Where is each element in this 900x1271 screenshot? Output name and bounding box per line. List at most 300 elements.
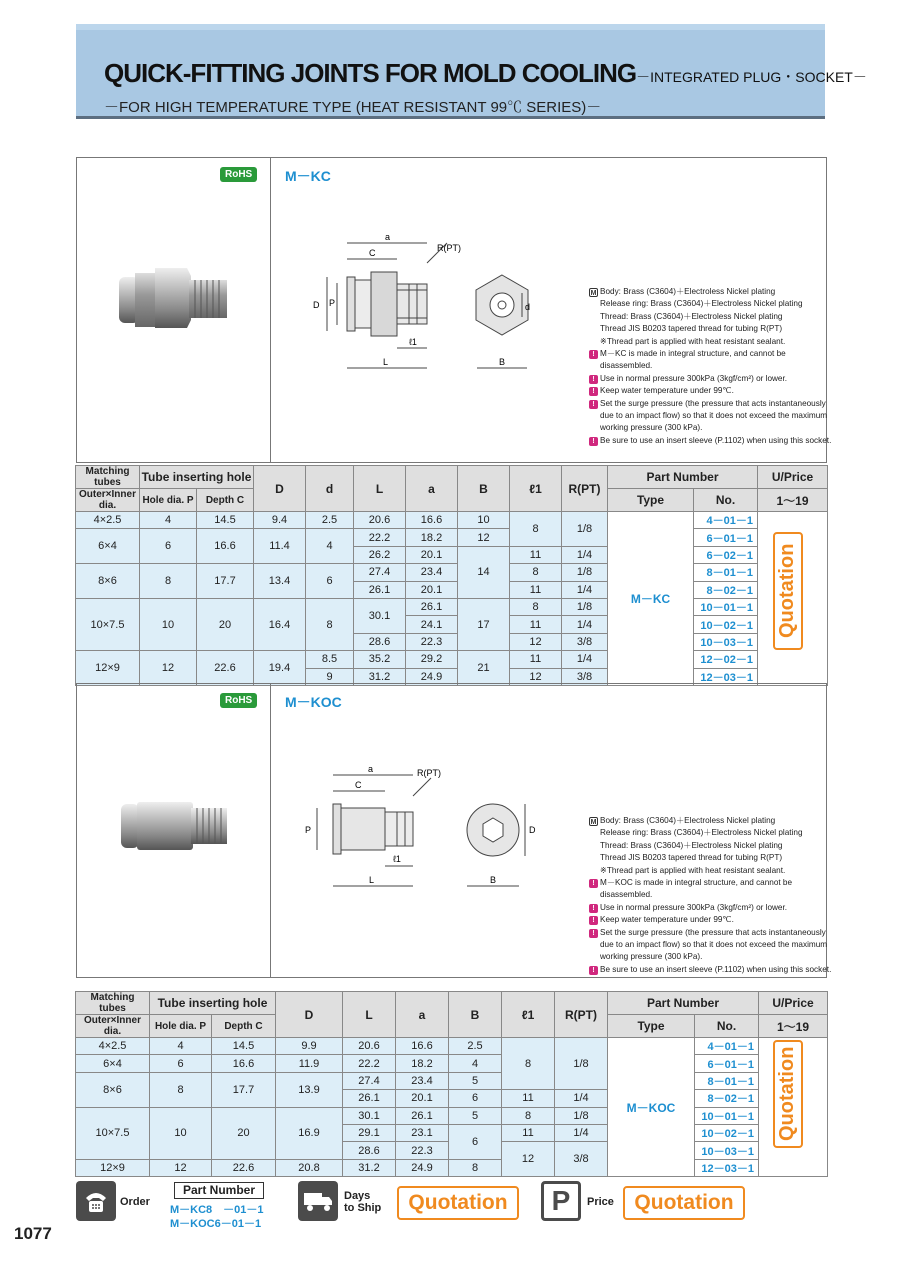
th-tube-hole: Tube inserting hole: [150, 992, 276, 1015]
koc-product-image: [77, 684, 271, 977]
spec-line: [589, 422, 824, 434]
warning-icon: !: [589, 904, 598, 913]
cell: 26.1: [343, 1090, 396, 1107]
th-a: a: [396, 992, 449, 1038]
cell: 1/4: [555, 1124, 608, 1141]
cell: 11.4: [254, 529, 306, 564]
order-label: Order: [120, 1196, 150, 1208]
cell: 8: [306, 598, 354, 650]
order-part-number-label: Part Number: [182, 1183, 256, 1197]
material-icon: M: [590, 819, 597, 826]
cell: 17.7: [197, 564, 254, 599]
cell: 20.6: [343, 1038, 396, 1055]
cell: 3/8: [562, 668, 608, 685]
cell: 13.4: [254, 564, 306, 599]
th-R: R(PT): [555, 992, 608, 1038]
cell: 12: [140, 651, 197, 686]
cell: 13.9: [276, 1072, 343, 1107]
cell: 11: [510, 651, 562, 668]
spec-text: M－KOC is made in integral structure, and cannot be: [600, 878, 793, 888]
cell: 4: [150, 1038, 212, 1055]
part-no[interactable]: 4－01－1: [694, 512, 758, 529]
warning-icon: !: [589, 929, 598, 938]
cell: 29.1: [343, 1124, 396, 1141]
spec-text: Thread JIS B0203 tapered thread for tubing R(PT): [600, 853, 783, 863]
cell: 4×2.5: [76, 1038, 150, 1055]
cell: 29.2: [406, 651, 458, 668]
kc-type: M－KC: [608, 512, 694, 686]
order-pn1: M－KC8 －01－1: [170, 1204, 264, 1216]
part-no[interactable]: 6－01－1: [694, 529, 758, 546]
warning-icon: !: [589, 879, 598, 888]
koc-diagram: [303, 762, 543, 912]
cell: 8: [510, 512, 562, 547]
spec-text: working pressure (300 kPa).: [600, 423, 703, 433]
th-matching: Matching tubes: [76, 992, 150, 1015]
spec-text: ※Thread part is applied with heat resistant sealant.: [600, 865, 786, 875]
cell: 22.2: [354, 529, 406, 546]
spec-line: [589, 323, 824, 335]
th-depth: Depth C: [197, 489, 254, 512]
warning-icon: !: [589, 966, 598, 975]
kc-dim-L: L: [383, 357, 389, 367]
table-row: [76, 1159, 828, 1176]
cell: 8.5: [306, 651, 354, 668]
warning-icon: !: [589, 916, 598, 925]
cell: 21: [458, 651, 510, 686]
cell: 30.1: [354, 598, 406, 633]
th-qty: 1～19: [759, 1015, 828, 1038]
spec-text: disassembled.: [600, 361, 653, 371]
cell: 26.1: [396, 1107, 449, 1124]
cell: 20.1: [406, 546, 458, 563]
cell: 28.6: [354, 633, 406, 650]
warning-icon: !: [589, 387, 598, 396]
order-pn2: M－KOC6－01－1: [170, 1218, 262, 1230]
spec-text: Keep water temperature under 99℃.: [600, 915, 734, 925]
part-no[interactable]: 10－02－1: [694, 616, 758, 633]
cell: 22.3: [406, 633, 458, 650]
spec-line: [589, 902, 824, 914]
th-hole-dia: Hole dia. P: [140, 489, 197, 512]
kc-dim-B: B: [499, 357, 506, 367]
th-part-number: Part Number: [608, 466, 758, 489]
table-row: [76, 512, 828, 529]
cell: 6×4: [76, 1055, 150, 1072]
part-no[interactable]: 12－02－1: [694, 651, 758, 668]
cell: 10: [140, 598, 197, 650]
th-L: L: [354, 466, 406, 512]
koc-rohs-badge: RoHS: [220, 693, 257, 708]
cell: 26.1: [354, 581, 406, 598]
cell: 8: [502, 1107, 555, 1124]
phone-icon: [76, 1181, 116, 1221]
part-no[interactable]: 12－03－1: [694, 668, 758, 685]
cell: 6: [306, 564, 354, 599]
spec-line: [589, 852, 824, 864]
koc-dim-a: a: [368, 764, 374, 774]
cell: 1/8: [562, 512, 608, 547]
th-type: Type: [608, 1015, 695, 1038]
spec-line: [589, 939, 828, 951]
spec-line: [589, 348, 824, 360]
cell: 12: [458, 529, 510, 546]
spec-text: M－KC is made in integral structure, and cannot be: [600, 349, 786, 359]
spec-text: Body: Brass (C3604)＋Electroless Nickel plating: [600, 287, 776, 296]
cell: 2.5: [449, 1038, 502, 1055]
th-outer-inner: Outer×Inner dia.: [76, 1015, 150, 1038]
cell: 12×9: [76, 651, 140, 686]
spec-line: [589, 286, 824, 298]
cell: 11: [510, 581, 562, 598]
cell: 9: [306, 668, 354, 685]
cell: 31.2: [343, 1159, 396, 1176]
cell: 14.5: [197, 512, 254, 529]
spec-text: Use in normal pressure 300kPa (3kgf/cm²) or lower.: [600, 902, 788, 912]
th-uprice: U/Price: [759, 992, 828, 1015]
spec-line: [589, 385, 824, 397]
part-no[interactable]: 8－02－1: [695, 1090, 759, 1107]
cell: 24.9: [406, 668, 458, 685]
cell: 10×7.5: [76, 598, 140, 650]
th-part-number: Part Number: [608, 992, 759, 1015]
spec-text: Be sure to use an insert sleeve (P.1102) when using this socket.: [600, 435, 832, 445]
table-row: [76, 1107, 828, 1124]
cell: 22.3: [396, 1142, 449, 1159]
th-depth: Depth C: [212, 1015, 276, 1038]
page-title: QUICK-FITTING JOINTS FOR MOLD COOLING－INTEGRATED PLUG・SOCKET－: [104, 58, 867, 88]
spec-text: disassembled.: [600, 890, 653, 900]
cell: 16.6: [197, 529, 254, 564]
cell: 5: [449, 1072, 502, 1089]
th-tube-hole: Tube inserting hole: [140, 466, 254, 489]
part-no[interactable]: 8－02－1: [694, 581, 758, 598]
cell: 8×6: [76, 564, 140, 599]
spec-line: [589, 815, 824, 827]
th-D: D: [254, 466, 306, 512]
cell: 24.9: [396, 1159, 449, 1176]
table-row: [76, 651, 828, 668]
cell: 26.1: [406, 598, 458, 615]
cell: 31.2: [354, 668, 406, 685]
cell: 23.4: [406, 564, 458, 581]
spec-text: Keep water temperature under 99℃.: [600, 386, 734, 396]
kc-rohs-badge: RoHS: [220, 167, 257, 182]
cell: 12: [510, 633, 562, 650]
part-no[interactable]: 8－01－1: [695, 1072, 759, 1089]
table-row: [76, 1072, 828, 1089]
ship-quotation-badge[interactable]: Quotation: [397, 1186, 519, 1220]
spec-text: due to an impact flow) so that it does not exceed the maximum: [600, 411, 828, 421]
cell: 22.6: [212, 1159, 276, 1176]
spec-text: Release ring: Brass (C3604)＋Electroless Nickel plating: [600, 828, 803, 838]
cell: 1/4: [555, 1090, 608, 1107]
page-number: 1077: [14, 1224, 52, 1243]
part-no[interactable]: 10－01－1: [694, 598, 758, 615]
part-no[interactable]: 10－02－1: [695, 1124, 759, 1141]
cell: 11: [502, 1090, 555, 1107]
kc-specs: [589, 286, 832, 447]
cell: 23.4: [396, 1072, 449, 1089]
spec-line: [589, 360, 824, 372]
kc-model-label: M－KC: [285, 168, 331, 184]
cell: 4: [140, 512, 197, 529]
page-subtitle: －FOR HIGH TEMPERATURE TYPE (HEAT RESISTANT 99℃ SERIES)－: [104, 99, 602, 116]
cell: 11.9: [276, 1055, 343, 1072]
part-no[interactable]: 6－01－1: [695, 1055, 759, 1072]
cell: 1/4: [562, 651, 608, 668]
spec-line: [589, 877, 824, 889]
spec-line: [589, 827, 824, 839]
koc-quotation-badge[interactable]: Quotation: [773, 1040, 803, 1148]
cell: 1/8: [555, 1107, 608, 1124]
cell: 1/4: [562, 581, 608, 598]
kc-dim-d: d: [525, 302, 531, 312]
cell: 14.5: [212, 1038, 276, 1055]
cell: 17: [458, 598, 510, 650]
spec-line: [589, 311, 824, 323]
table-row: [76, 564, 828, 581]
cell: 1/8: [555, 1038, 608, 1090]
page-header: [76, 24, 867, 116]
spec-line: [589, 951, 824, 963]
cell: 30.1: [343, 1107, 396, 1124]
th-B: B: [458, 466, 510, 512]
cell: 19.4: [254, 651, 306, 686]
cell: 10×7.5: [76, 1107, 150, 1159]
cell: 8: [449, 1159, 502, 1176]
koc-dim-B: B: [490, 875, 497, 885]
cell: 6: [449, 1124, 502, 1159]
kc-part-table: [75, 465, 828, 686]
cell: 20: [212, 1107, 276, 1159]
cell: 1/4: [562, 616, 608, 633]
cell: 11: [510, 546, 562, 563]
th-no: No.: [694, 489, 758, 512]
th-outer-inner: Outer×Inner dia.: [76, 489, 140, 512]
cell: 2.5: [306, 512, 354, 529]
cell: 16.6: [406, 512, 458, 529]
cell: 6: [140, 529, 197, 564]
th-R: R(PT): [562, 466, 608, 512]
cell: 17.7: [212, 1072, 276, 1107]
koc-specs: [589, 815, 832, 976]
spec-line: [589, 964, 832, 976]
days-label: Days: [344, 1190, 371, 1202]
page-title-suffix: －INTEGRATED PLUG・SOCKET－: [636, 69, 867, 85]
spec-text: Be sure to use an insert sleeve (P.1102) when using this socket.: [600, 964, 832, 974]
warning-icon: !: [589, 400, 598, 409]
cell: 1/8: [562, 598, 608, 615]
spec-line: [589, 435, 832, 447]
cell: 8: [502, 1038, 555, 1090]
part-no[interactable]: 8－01－1: [694, 564, 758, 581]
th-matching: Matching tubes: [76, 466, 140, 489]
cell: 11: [510, 616, 562, 633]
koc-dim-c: C: [355, 780, 362, 790]
th-l1: ℓ1: [502, 992, 555, 1038]
cell: 8: [510, 598, 562, 615]
cell: 6×4: [76, 529, 140, 564]
th-type: Type: [608, 489, 694, 512]
spec-text: Release ring: Brass (C3604)＋Electroless Nickel plating: [600, 299, 803, 309]
spec-line: [589, 865, 824, 877]
th-hole-dia: Hole dia. P: [150, 1015, 212, 1038]
cell: 11: [502, 1124, 555, 1141]
spec-line: [589, 914, 824, 926]
cell: 20: [197, 598, 254, 650]
kc-diagram: [297, 228, 537, 378]
cell: 12: [510, 668, 562, 685]
part-no[interactable]: 10－03－1: [695, 1142, 759, 1159]
th-no: No.: [695, 1015, 759, 1038]
kc-dim-r: R(PT): [437, 243, 461, 253]
spec-line: [589, 398, 824, 410]
warning-icon: !: [589, 375, 598, 384]
cell: 16.4: [254, 598, 306, 650]
part-no[interactable]: 4－01－1: [695, 1038, 759, 1055]
cell: 10: [458, 512, 510, 529]
cell: 3/8: [555, 1142, 608, 1177]
order-part-number-box: [174, 1182, 264, 1199]
th-qty: 1～19: [758, 489, 828, 512]
spec-line: [589, 889, 824, 901]
cell: 35.2: [354, 651, 406, 668]
warning-icon: !: [589, 437, 598, 446]
cell: 6: [150, 1055, 212, 1072]
cell: 20.8: [276, 1159, 343, 1176]
cell: 14: [458, 546, 510, 598]
cell: 8×6: [76, 1072, 150, 1107]
spec-text: ※Thread part is applied with heat resistant sealant.: [600, 336, 786, 346]
kc-quotation-badge[interactable]: Quotation: [773, 532, 803, 650]
part-no[interactable]: 6－02－1: [694, 546, 758, 563]
cell: 4×2.5: [76, 512, 140, 529]
kc-dim-D: D: [313, 300, 320, 310]
koc-model-label: M－KOC: [285, 694, 342, 710]
koc-part-table: [75, 991, 828, 1177]
th-a: a: [406, 466, 458, 512]
cell: 23.1: [396, 1124, 449, 1141]
cell: 8: [510, 564, 562, 581]
spec-line: [589, 373, 824, 385]
cell: 20.1: [396, 1090, 449, 1107]
warning-icon: !: [589, 350, 598, 359]
cell: 22.2: [343, 1055, 396, 1072]
cell: 16.6: [212, 1055, 276, 1072]
spec-text: Set the surge pressure (the pressure that acts instantaneously: [600, 398, 826, 408]
spec-line: [589, 840, 824, 852]
cell: 22.6: [197, 651, 254, 686]
cell: 18.2: [406, 529, 458, 546]
spec-text: Body: Brass (C3604)＋Electroless Nickel plating: [600, 816, 776, 825]
th-d: d: [306, 466, 354, 512]
cell: 12×9: [76, 1159, 150, 1176]
spec-text: Use in normal pressure 300kPa (3kgf/cm²) or lower.: [600, 373, 788, 383]
cell: 12: [502, 1142, 555, 1177]
koc-dim-D: D: [529, 825, 536, 835]
koc-dim-l1: ℓ1: [393, 854, 401, 864]
cell: 1/8: [562, 564, 608, 581]
spec-line: [589, 298, 824, 310]
material-icon: M: [590, 290, 597, 297]
cell: 8: [150, 1072, 212, 1107]
kc-dim-P: P: [329, 298, 336, 308]
price-quotation-badge[interactable]: Quotation: [623, 1186, 745, 1220]
truck-icon: [298, 1181, 338, 1221]
cell: 10: [150, 1107, 212, 1159]
cell: 5: [449, 1107, 502, 1124]
cell: 20.1: [406, 581, 458, 598]
th-D: D: [276, 992, 343, 1038]
cell: 16.6: [396, 1038, 449, 1055]
cell: 4: [449, 1055, 502, 1072]
cell: 9.9: [276, 1038, 343, 1055]
price-label: Price: [587, 1196, 614, 1208]
cell: 20.6: [354, 512, 406, 529]
spec-text: working pressure (300 kPa).: [600, 952, 703, 962]
to-ship-label: to Ship: [344, 1202, 382, 1214]
table-row: [76, 598, 828, 615]
koc-photo: [77, 684, 271, 977]
spec-text: Thread: Brass (C3604)＋Electroless Nickel plating: [600, 840, 783, 850]
th-uprice: U/Price: [758, 466, 828, 489]
table-row: [76, 529, 828, 546]
cell: 27.4: [354, 564, 406, 581]
kc-product-image: [77, 158, 271, 462]
th-B: B: [449, 992, 502, 1038]
part-no[interactable]: 10－01－1: [695, 1107, 759, 1124]
cell: 24.1: [406, 616, 458, 633]
th-l1: ℓ1: [510, 466, 562, 512]
koc-panel: [76, 683, 832, 978]
header-shadow: [76, 116, 825, 119]
cell: 12: [150, 1159, 212, 1176]
part-no[interactable]: 10－03－1: [694, 633, 758, 650]
kc-dim-l1: ℓ1: [409, 337, 417, 347]
koc-dim-r: R(PT): [417, 768, 441, 778]
price-p-icon: P: [541, 1181, 581, 1221]
spec-line: [589, 410, 828, 422]
kc-panel: [76, 157, 832, 463]
cell: 18.2: [396, 1055, 449, 1072]
cell: 16.9: [276, 1107, 343, 1159]
th-L: L: [343, 992, 396, 1038]
spec-text: Thread: Brass (C3604)＋Electroless Nickel plating: [600, 311, 783, 321]
kc-photo: [77, 158, 271, 462]
koc-type: M－KOC: [608, 1038, 695, 1177]
spec-text: Set the surge pressure (the pressure that acts instantaneously: [600, 927, 826, 937]
kc-dim-a: a: [385, 232, 391, 242]
cell: 27.4: [343, 1072, 396, 1089]
koc-dim-P: P: [305, 825, 312, 835]
spec-line: [589, 927, 824, 939]
koc-dim-L: L: [369, 875, 375, 885]
table-row: [76, 1055, 828, 1072]
spec-text: Thread JIS B0203 tapered thread for tubing R(PT): [600, 324, 783, 334]
cell: 9.4: [254, 512, 306, 529]
part-no[interactable]: 12－03－1: [695, 1159, 759, 1176]
cell: 4: [306, 529, 354, 564]
cell: 26.2: [354, 546, 406, 563]
spec-text: due to an impact flow) so that it does not exceed the maximum: [600, 940, 828, 950]
cell: 28.6: [343, 1142, 396, 1159]
cell: 6: [449, 1090, 502, 1107]
spec-line: [589, 336, 824, 348]
table-row: [76, 1038, 828, 1055]
cell: 3/8: [562, 633, 608, 650]
cell: 8: [140, 564, 197, 599]
